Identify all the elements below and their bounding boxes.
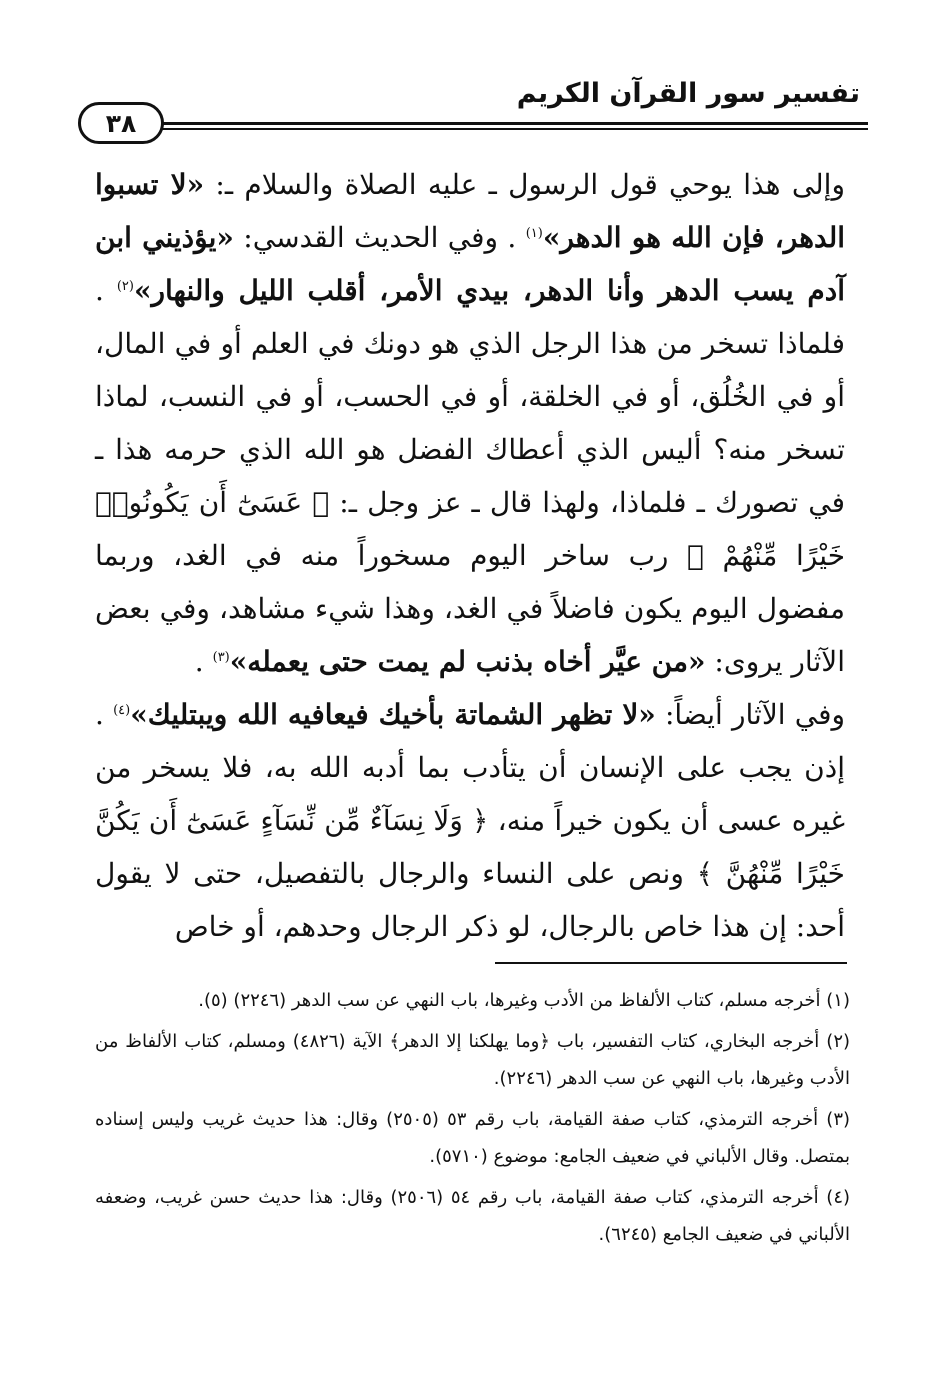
text-run: وإلى هذا يوحي قول الرسول ـ عليه الصلاة والسلام ـ:	[204, 168, 845, 201]
hadith-quote: «يؤذيني ابن آدم يسب الدهر وأنا الدهر، بيدي الأمر، أقلب الليل والنهار»	[95, 221, 845, 307]
text-run: ونص على النساء والرجال بالتفصيل، حتى لا يقول أحد: إن هذا خاص بالرجال، لو ذكر الرجال وحدهم، أو خاص	[95, 857, 845, 943]
hadith-quote: «لا تسبوا الدهر، فإن الله هو الدهر»	[95, 168, 846, 254]
footnote-ref: (٢)	[116, 279, 134, 294]
quran-verse: ﴿ وَلَا نِسَآءٌ مِّن نِّسَآءٍ عَسَىٰٓ أَن يَكُنَّ خَيْرًا مِّنْهُنَّ ﴾	[95, 804, 845, 890]
footnote: (٣) أخرجه الترمذي، كتاب صفة القيامة، باب رقم ٥٣ (٢٥٠٥) وقال: هذا حديث غريب وليس إسناده بمتصل. وقال الألباني في ضعيف الجامع: موضوع (٥٧١٠).	[95, 1109, 851, 1167]
footnote: (١) أخرجه مسلم، كتاب الألفاظ من الأدب وغيرها، باب النهي عن سب الدهر (٢٢٤٦) (٥).	[198, 990, 850, 1011]
footnote-ref: (١)	[525, 226, 543, 241]
footnote-ref: (٣)	[212, 650, 230, 665]
header-rule-thin	[156, 128, 868, 130]
page-header	[78, 78, 868, 148]
book-title: تفسير سور القرآن الكريم	[516, 78, 860, 109]
text-run: .	[194, 645, 213, 678]
text-run: . وفي الحديث القدسي:	[233, 221, 526, 254]
text-run: . فلماذا تسخر من هذا الرجل الذي هو دونك في العلم أو في المال، أو في الخُلُق، أو في الخلقة، أو في الحسب، أو في النسب، لماذا تسخر منه؟ أليس الذي أعطاك الفضل هو الله الذي حرمه هذا ـ في تصورك ـ فلماذا، ولهذا قال ـ عز وجل ـ:	[95, 274, 846, 519]
footnote-separator	[495, 962, 847, 964]
footnotes	[95, 982, 850, 1257]
text-run: . إذن يجب على الإنسان أن يتأدب بما أدبه الله به، فلا يسخر من غيره عسى أن يكون خيراً منه،	[95, 698, 845, 837]
paragraph	[95, 688, 845, 953]
main-text	[95, 158, 845, 953]
hadith-quote: «لا تظهر الشماتة بأخيك فيعافيه الله ويبتليك»	[130, 698, 656, 731]
page-number: ٣٨	[78, 102, 164, 144]
footnote-ref: (٤)	[113, 703, 131, 718]
footnote: (٢) أخرجه البخاري، كتاب التفسير، باب ﴿وما يهلكنا إلا الدهر﴾ الآية (٤٨٢٦) ومسلم، كتاب الألفاظ من الأدب وغيرها، باب النهي عن سب الدهر (٢٢٤٦).	[95, 1031, 851, 1089]
text-run: رب ساخر اليوم مسخوراً منه في الغد، وربما مفضول اليوم يكون فاضلاً في الغد، وهذا شيء مشاهد، وفي بعض الآثار يروى:	[95, 539, 845, 678]
text-run: وفي الآثار أيضاً:	[655, 698, 846, 731]
header-rule-thick	[156, 122, 868, 125]
quran-verse: ﴿ عَسَىٰٓ أَن يَكُونُوا۟ خَيْرًا مِّنْهُمْ ﴾	[95, 486, 846, 572]
paragraph	[95, 158, 845, 688]
hadith-quote: «من عيَّر أخاه بذنب لم يمت حتى يعمله»	[229, 645, 706, 678]
footnote: (٤) أخرجه الترمذي، كتاب صفة القيامة، باب رقم ٥٤ (٢٥٠٦) وقال: هذا حديث حسن غريب، وضعفه الألباني في ضعيف الجامع (٦٢٤٥).	[95, 1187, 851, 1245]
